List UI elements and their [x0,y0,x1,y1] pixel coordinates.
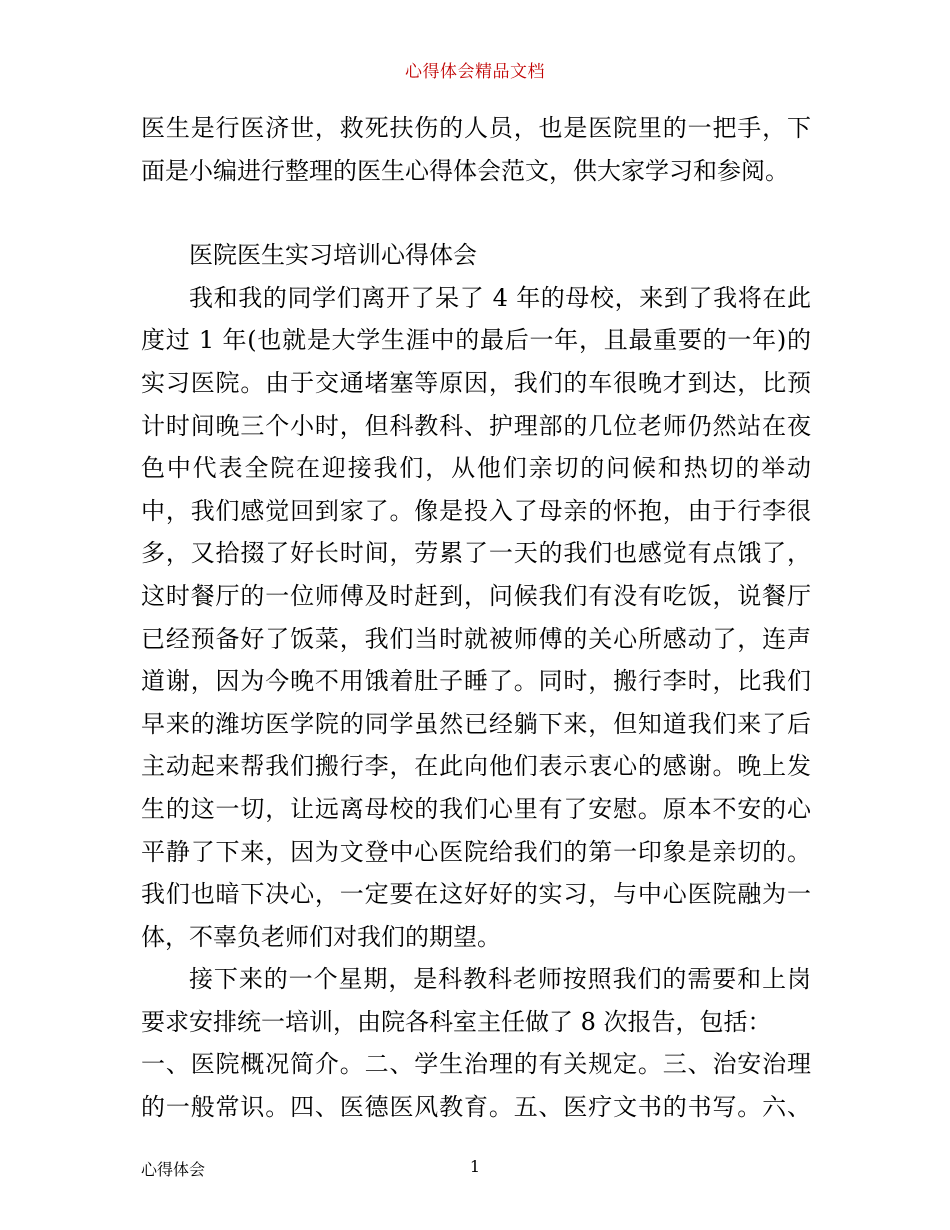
paragraph1-line: 早来的潍坊医学院的同学虽然已经躺下来，但知道我们来了后 [141,709,811,738]
paragraph1-line: 我们也暗下决心，一定要在这好好的实习，与中心医院融为一 [141,880,811,909]
paragraph2-line: 的一般常识。四、医德医风教育。五、医疗文书的书写。六、 [141,1093,811,1122]
intro-line: 面是小编进行整理的医生心得体会范文，供大家学习和参阅。 [141,156,789,185]
paragraph1-line: 实习医院。由于交通堵塞等原因，我们的车很晚才到达，比预 [141,368,811,397]
paragraph1-line: 体，不辜负老师们对我们的期望。 [141,922,501,951]
paragraph1-line: 计时间晚三个小时，但科教科、护理部的几位老师仍然站在夜 [141,411,811,440]
paragraph1-line: 道谢，因为今晚不用饿着肚子睡了。同时，搬行李时，比我们 [141,667,811,696]
paragraph2-line: 接下来的一个星期，是科教科老师按照我们的需要和上岗 [189,965,811,994]
paragraph2-line: 一、医院概况简介。二、学生治理的有关规定。三、治安治理 [141,1050,811,1079]
section-heading: 医院医生实习培训心得体会 [189,241,477,270]
paragraph1-line: 色中代表全院在迎接我们，从他们亲切的问候和热切的举动 [141,454,811,483]
paragraph1-line: 多，又拾掇了好长时间，劳累了一天的我们也感觉有点饿了， [141,539,811,568]
paragraph1-line: 度过 1 年(也就是大学生涯中的最后一年，且最重要的一年)的 [141,326,811,355]
footer-label: 心得体会 [141,1160,206,1179]
paragraph1-line: 我和我的同学们离开了呆了 4 年的母校，来到了我将在此 [189,283,811,312]
page-number: 1 [469,1157,481,1176]
paragraph-spacer [141,192,811,234]
paragraph1-line: 生的这一切，让远离母校的我们心里有了安慰。原本不安的心 [141,794,811,823]
page-header-title: 心得体会精品文档 [405,62,545,82]
intro-line: 医生是行医济世，救死扶伤的人员，也是医院里的一把手，下 [141,114,811,142]
paragraph1-line: 已经预备好了饭菜，我们当时就被师傅的关心所感动了，连声 [141,624,811,653]
paragraph2-line: 要求安排统一培训，由院各科室主任做了 8 次报告，包括： [141,1007,772,1036]
paragraph1-line: 中，我们感觉回到家了。像是投入了母亲的怀抱，由于行李很 [141,496,811,525]
document-body [141,107,811,1129]
paragraph1-line: 这时餐厅的一位师傅及时赶到，问候我们有没有吃饭，说餐厅 [141,581,811,610]
paragraph1-line: 主动起来帮我们搬行李，在此向他们表示衷心的感谢。晚上发 [141,752,811,781]
paragraph1-line: 平静了下来，因为文登中心医院给我们的第一印象是亲切的。 [141,837,811,866]
